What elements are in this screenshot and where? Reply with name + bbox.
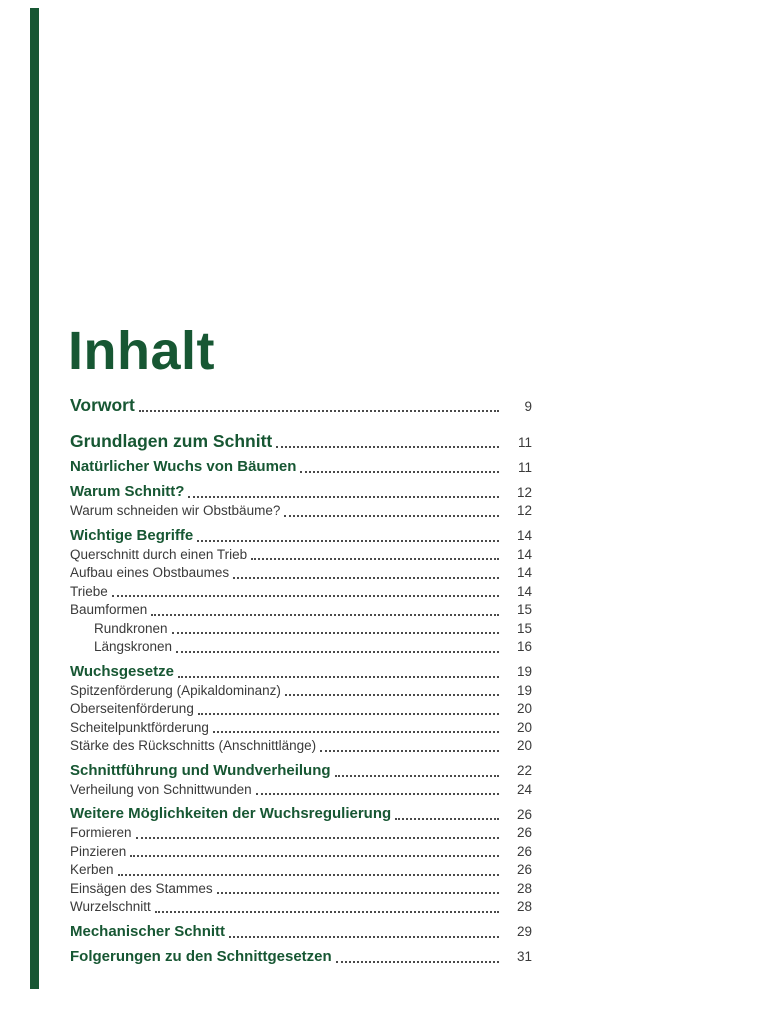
toc-entry-label: Warum Schnitt? bbox=[70, 483, 185, 500]
toc-row bbox=[70, 880, 532, 899]
toc-row bbox=[70, 737, 532, 756]
toc-row bbox=[70, 719, 532, 738]
toc-row bbox=[70, 638, 532, 657]
toc-entry-label: Scheitelpunktförderung bbox=[70, 719, 209, 735]
toc-page-number: 28 bbox=[516, 899, 532, 914]
toc-page-number: 15 bbox=[516, 602, 532, 617]
toc-dot-leader bbox=[172, 632, 499, 634]
toc-entry-label: Verheilung von Schnittwunden bbox=[70, 781, 252, 797]
toc-row bbox=[70, 824, 532, 843]
toc-entry-label: Folgerungen zu den Schnittgesetzen bbox=[70, 947, 332, 965]
toc-entry-label: Aufbau eines Obstbaumes bbox=[70, 565, 230, 580]
toc-dot-leader bbox=[395, 818, 499, 820]
toc-dot-leader bbox=[188, 496, 499, 498]
toc-entry-label: Wichtige Begriffe bbox=[70, 526, 194, 544]
toc-page-number: 14 bbox=[516, 583, 532, 599]
toc-dot-leader bbox=[320, 750, 499, 752]
toc-page-number: 16 bbox=[516, 639, 532, 654]
toc-page-number: 20 bbox=[516, 719, 532, 735]
toc-entry-label: Natürlicher Wuchs von Bäumen bbox=[70, 458, 297, 475]
toc-row bbox=[70, 394, 532, 416]
toc-page-number: 31 bbox=[516, 949, 532, 964]
toc-dot-leader bbox=[251, 558, 499, 560]
toc-row bbox=[70, 502, 532, 521]
toc-entry-label: Mechanischer Schnitt bbox=[70, 922, 226, 940]
toc-page-number: 12 bbox=[516, 484, 532, 500]
toc-row bbox=[70, 546, 532, 565]
toc-row bbox=[70, 620, 532, 639]
toc-row bbox=[70, 898, 532, 917]
toc-entry-label: Formieren bbox=[70, 825, 132, 840]
toc-entry-label: Stärke des Rückschnitts (Anschnittlänge) bbox=[70, 738, 317, 753]
toc-row bbox=[70, 804, 532, 824]
toc-entry-label: Schnittführung und Wundverheilung bbox=[70, 761, 331, 779]
toc-dot-leader bbox=[213, 731, 499, 733]
toc-row bbox=[70, 947, 532, 967]
toc-dot-leader bbox=[112, 595, 499, 597]
toc-row bbox=[70, 861, 532, 880]
toc-list bbox=[70, 394, 532, 967]
toc-dot-leader bbox=[197, 540, 499, 542]
toc-entry-label: Pinzieren bbox=[70, 843, 127, 859]
toc-page-number: 28 bbox=[516, 880, 532, 896]
toc-page-number: 14 bbox=[516, 546, 532, 562]
toc-dot-leader bbox=[151, 614, 499, 616]
toc-row bbox=[70, 700, 532, 719]
toc-row bbox=[70, 781, 532, 800]
toc-entry-label: Triebe bbox=[70, 583, 108, 599]
toc-entry-label: Weitere Möglichkeiten der Wuchsregulierung bbox=[70, 805, 392, 822]
toc-entry-label: Vorwort bbox=[70, 395, 135, 415]
toc-entry-label: Rundkronen bbox=[94, 620, 168, 636]
toc-page-number: 26 bbox=[516, 825, 532, 840]
toc-page-number: 26 bbox=[516, 862, 532, 877]
toc-row bbox=[70, 457, 532, 477]
toc-row bbox=[70, 482, 532, 502]
toc-dot-leader bbox=[285, 694, 499, 696]
toc-entry-label: Querschnitt durch einen Trieb bbox=[70, 546, 248, 562]
toc-dot-leader bbox=[276, 446, 499, 448]
toc-page-number: 20 bbox=[516, 701, 532, 716]
toc-page-number: 19 bbox=[516, 664, 532, 679]
toc-dot-leader bbox=[217, 892, 499, 894]
toc-dot-leader bbox=[136, 837, 499, 839]
toc-page-number: 22 bbox=[516, 763, 532, 778]
toc-page-number: 26 bbox=[516, 843, 532, 859]
toc-page-number: 24 bbox=[516, 781, 532, 797]
toc-row bbox=[70, 583, 532, 602]
toc-entry-label: Kerben bbox=[70, 862, 114, 877]
toc-dot-leader bbox=[178, 676, 499, 678]
toc-entry-label: Oberseitenförderung bbox=[70, 701, 194, 716]
toc-dot-leader bbox=[233, 577, 499, 579]
toc-dot-leader bbox=[176, 651, 499, 653]
toc-dot-leader bbox=[118, 874, 499, 876]
toc-page-number: 14 bbox=[516, 565, 532, 580]
toc-page-number: 11 bbox=[517, 459, 532, 475]
toc-dot-leader bbox=[300, 471, 499, 473]
toc-dot-leader bbox=[139, 410, 499, 412]
toc-page-number: 14 bbox=[516, 528, 532, 543]
toc-row bbox=[70, 682, 532, 701]
toc-entry-label: Grundlagen zum Schnitt bbox=[70, 431, 273, 451]
toc-row bbox=[70, 430, 532, 452]
toc-row bbox=[70, 662, 532, 682]
toc-page-number: 9 bbox=[524, 398, 532, 414]
toc-page-number: 20 bbox=[516, 738, 532, 753]
toc-entry-label: Wuchsgesetze bbox=[70, 662, 174, 680]
toc-entry-label: Einsägen des Stammes bbox=[70, 880, 213, 896]
toc-entry-label: Baumformen bbox=[70, 602, 148, 617]
toc-page-number: 29 bbox=[516, 924, 532, 939]
toc-dot-leader bbox=[198, 713, 499, 715]
toc-page-number: 15 bbox=[516, 620, 532, 636]
toc-row bbox=[70, 922, 532, 942]
page-title: Inhalt bbox=[68, 321, 215, 382]
toc-row bbox=[70, 843, 532, 862]
toc-dot-leader bbox=[256, 793, 499, 795]
toc-page-number: 12 bbox=[516, 503, 532, 518]
toc-page-number: 26 bbox=[516, 806, 532, 822]
toc-entry-label: Spitzenförderung (Apikaldominanz) bbox=[70, 682, 281, 698]
toc-dot-leader bbox=[130, 855, 499, 857]
toc-dot-leader bbox=[335, 775, 499, 777]
toc-row bbox=[70, 761, 532, 781]
toc-row bbox=[70, 601, 532, 620]
toc-page-number: 19 bbox=[516, 682, 532, 698]
toc-dot-leader bbox=[229, 936, 499, 938]
toc-row bbox=[70, 564, 532, 583]
accent-sidebar-bar bbox=[30, 8, 39, 989]
toc-dot-leader bbox=[336, 961, 499, 963]
toc-dot-leader bbox=[155, 911, 499, 913]
toc-entry-label: Warum schneiden wir Obstbäume? bbox=[70, 503, 281, 518]
toc-page-number: 11 bbox=[517, 434, 532, 450]
toc-dot-leader bbox=[284, 515, 499, 517]
toc-entry-label: Längskronen bbox=[94, 639, 173, 654]
toc-row bbox=[70, 526, 532, 546]
toc-entry-label: Wurzelschnitt bbox=[70, 899, 151, 914]
